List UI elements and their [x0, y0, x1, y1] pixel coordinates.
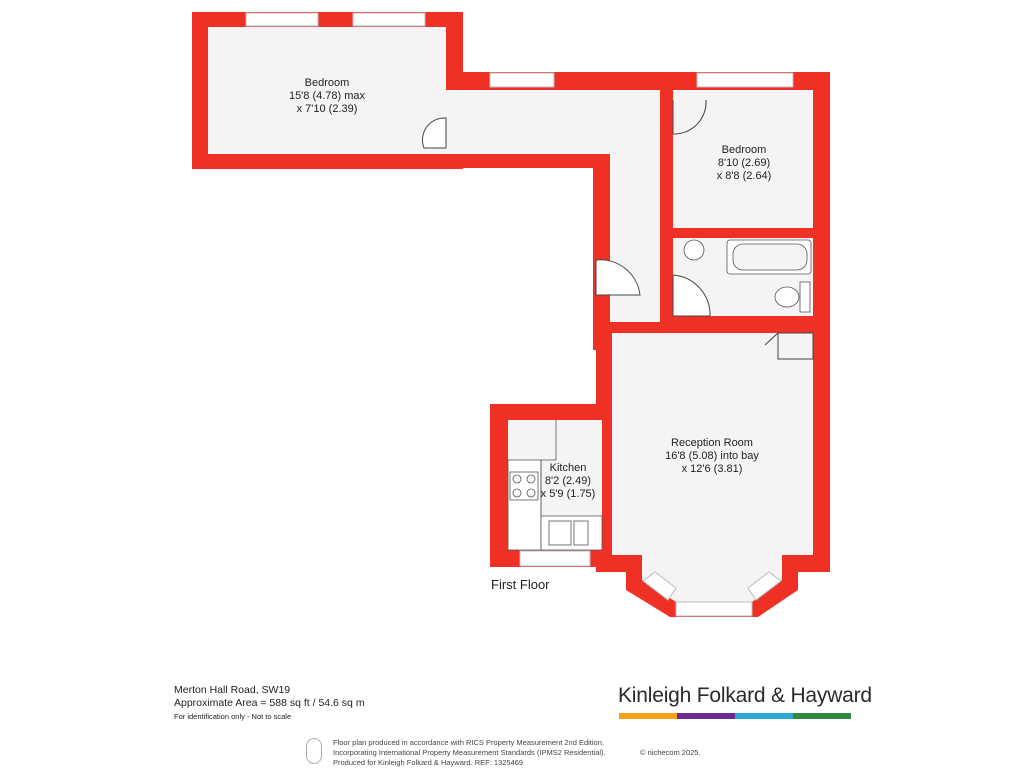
- window-bedroom1-left: [246, 13, 318, 26]
- hob-ring: [527, 475, 535, 483]
- room-dimension: x 5'9 (1.75): [540, 488, 596, 500]
- basin: [684, 240, 704, 260]
- room-dimension: x 8'8 (2.64): [716, 170, 772, 182]
- room-name: Bedroom: [304, 77, 350, 89]
- brand-bar-purple: [677, 713, 735, 719]
- room-dimension: 8'2 (2.49): [544, 475, 592, 487]
- footer-text: [333, 738, 606, 768]
- sink: [549, 521, 571, 545]
- brand-logo: Kinleigh Folkard & Hayward: [618, 684, 872, 707]
- info-icon: [306, 738, 322, 764]
- identification-note: For identification only - Not to scale: [174, 712, 292, 721]
- floor-label: First Floor: [491, 577, 550, 592]
- property-address: Merton Hall Road, SW19: [174, 684, 291, 696]
- floor-landing: [446, 90, 614, 154]
- room-name: Bedroom: [721, 144, 767, 156]
- cupboard-reception: [778, 333, 813, 359]
- room-name: Reception Room: [671, 437, 753, 449]
- room-dimension: 15'8 (4.78) max: [288, 90, 366, 102]
- drainer: [574, 521, 588, 545]
- brand-bar-blue: [735, 713, 793, 719]
- window-landing: [490, 73, 554, 87]
- footer-line: Incorporating International Property Measurement Standards (IPMS2 Residential).: [333, 748, 606, 757]
- room-dimension: 16'8 (5.08) into bay: [665, 450, 759, 462]
- footer-line: Produced for Kinleigh Folkard & Hayward. REF: 1325469: [333, 758, 524, 767]
- room-dimension: x 12'6 (3.81): [681, 463, 743, 475]
- footer-line: Floor plan produced in accordance with RICS Property Measurement 2nd Edition,: [333, 738, 604, 747]
- hob-ring: [513, 489, 521, 497]
- approximate-area: Approximate Area = 588 sq ft / 54.6 sq m: [174, 697, 365, 709]
- window-bedroom2: [697, 73, 793, 87]
- room-name: Kitchen: [549, 462, 587, 474]
- brand-bar-green: [793, 713, 851, 719]
- toilet-bowl: [775, 287, 799, 307]
- brand-color-bar: [619, 713, 851, 719]
- window-kitchen: [520, 551, 590, 566]
- hob-ring: [527, 489, 535, 497]
- hob-ring: [513, 475, 521, 483]
- window-bedroom1-right: [353, 13, 425, 26]
- brand-bar-orange: [619, 713, 677, 719]
- window-bay-front: [676, 602, 752, 616]
- room-dimension: x 7'10 (2.39): [296, 103, 358, 115]
- bathtub-inner: [733, 244, 807, 270]
- toilet-cistern: [800, 282, 810, 312]
- copyright: © nichecom 2025.: [640, 748, 701, 757]
- room-dimension: 8'10 (2.69): [717, 157, 771, 169]
